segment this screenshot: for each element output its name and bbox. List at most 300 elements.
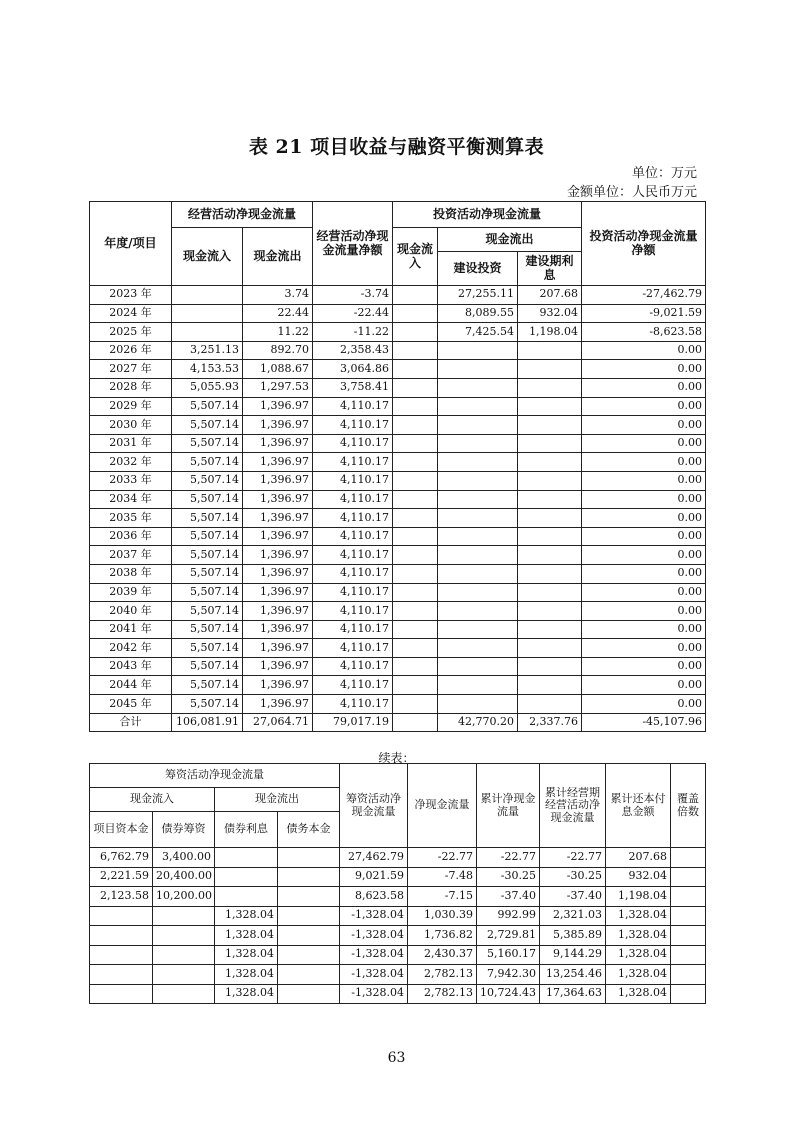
header-coverage-ratio: 覆盖倍数 (671, 764, 706, 848)
table-cell: 1,396.97 (243, 602, 313, 621)
table-cell: 1,396.97 (243, 434, 313, 453)
table-cell: 2045 年 (90, 695, 172, 714)
table-cell: -45,107.96 (582, 713, 706, 732)
table-cell: 1,328.04 (215, 906, 278, 926)
table-cell: -1,328.04 (340, 965, 408, 985)
unit-label: 单位：万元 (631, 166, 697, 181)
table-cell: 6,762.79 (90, 848, 153, 868)
table-cell: 0.00 (582, 471, 706, 490)
table-cell (518, 434, 582, 453)
table-cell: 1,328.04 (606, 926, 671, 946)
table-cell: -22.77 (477, 848, 540, 868)
table-cell: 5,507.14 (172, 434, 243, 453)
header-inv-cash-flow: 投资活动净现金流量 (393, 202, 582, 228)
table-cell (671, 867, 706, 887)
table-cell: 2,321.03 (540, 906, 606, 926)
table-cell (438, 490, 518, 509)
table-cell (518, 397, 582, 416)
table-cell: -1,328.04 (340, 945, 408, 965)
table-cell: 4,110.17 (313, 434, 393, 453)
table-cell (153, 906, 215, 926)
table-cell: 4,110.17 (313, 657, 393, 676)
table-cell: 2042 年 (90, 639, 172, 658)
table-row (90, 583, 706, 602)
header-fin-cash-in: 现金流入 (90, 788, 215, 812)
table-cell: 22.44 (243, 304, 313, 323)
table-row (90, 620, 706, 639)
table-row (90, 416, 706, 435)
table-cell (438, 434, 518, 453)
table-cell: 1,297.53 (243, 378, 313, 397)
table-row (90, 906, 706, 926)
table-cell: 4,110.17 (313, 490, 393, 509)
header-year-item: 年度/项目 (90, 202, 172, 286)
table-cell: 5,507.14 (172, 602, 243, 621)
table-cell: 0.00 (582, 546, 706, 565)
table-cell (671, 887, 706, 907)
table-cell (518, 490, 582, 509)
table-cell: 2041 年 (90, 620, 172, 639)
table-cell (393, 509, 438, 528)
header-op-net-amount: 经营活动净现金流量净额 (313, 202, 393, 286)
page-number: 63 (387, 1050, 406, 1066)
table-row (90, 713, 706, 732)
table-cell (153, 965, 215, 985)
header-project-capital: 项目资本金 (90, 812, 153, 848)
currency-unit-label: 金额单位：人民币万元 (566, 185, 697, 200)
table-cell (393, 676, 438, 695)
table-cell: 27,255.11 (438, 286, 518, 305)
header-bond-financing: 债券筹资 (153, 812, 215, 848)
header-cum-net-cash-flow: 累计净现金流量 (477, 764, 540, 848)
table-cell: 1,396.97 (243, 546, 313, 565)
table-cell: 932.04 (606, 867, 671, 887)
table-cell (393, 583, 438, 602)
table-cell: -1,328.04 (340, 984, 408, 1004)
table-cell: 1,198.04 (518, 323, 582, 342)
table-cell: 2044 年 (90, 676, 172, 695)
table-cell: 27,462.79 (340, 848, 408, 868)
table-cell (518, 416, 582, 435)
table-cell: -7.48 (408, 867, 477, 887)
table-cell: 5,507.14 (172, 657, 243, 676)
table-cell (215, 867, 278, 887)
table-row (90, 304, 706, 323)
table-cell: -7.15 (408, 887, 477, 907)
table-cell: -1,328.04 (340, 906, 408, 926)
table-row (90, 867, 706, 887)
table-cell (518, 620, 582, 639)
table-cell: -37.40 (540, 887, 606, 907)
table-cell: 0.00 (582, 620, 706, 639)
table-cell: -27,462.79 (582, 286, 706, 305)
table-row (90, 965, 706, 985)
table-cell: 4,110.17 (313, 602, 393, 621)
table-cell (518, 639, 582, 658)
table-cell: -9,021.59 (582, 304, 706, 323)
table-cell: 0.00 (582, 490, 706, 509)
table-cell: 106,081.91 (172, 713, 243, 732)
table-cell: 0.00 (582, 657, 706, 676)
table-cell: 5,507.14 (172, 546, 243, 565)
table-cell (438, 527, 518, 546)
table-row (90, 984, 706, 1004)
table-cell: 2,729.81 (477, 926, 540, 946)
table-cell (278, 984, 340, 1004)
table-cell (153, 926, 215, 946)
table-cell (518, 546, 582, 565)
header-net-cash-flow: 净现金流量 (408, 764, 477, 848)
table-cell: 4,110.17 (313, 676, 393, 695)
table-cell: 1,396.97 (243, 639, 313, 658)
table-cell: 4,110.17 (313, 397, 393, 416)
table-cell: 932.04 (518, 304, 582, 323)
continued-table (89, 763, 706, 1004)
table-cell (518, 471, 582, 490)
table-cell: 1,088.67 (243, 360, 313, 379)
table-cell: 1,396.97 (243, 676, 313, 695)
table-cell: 5,507.14 (172, 639, 243, 658)
table-cell: 1,328.04 (215, 965, 278, 985)
table-cell (518, 378, 582, 397)
table-cell (90, 965, 153, 985)
table-cell (671, 926, 706, 946)
header-inv-cash-in: 现金流入 (393, 228, 438, 286)
table-cell: 4,110.17 (313, 546, 393, 565)
table-cell: 2,123.58 (90, 887, 153, 907)
table-cell: 2023 年 (90, 286, 172, 305)
table-cell (393, 546, 438, 565)
table-cell: 1,328.04 (215, 945, 278, 965)
table-row (90, 453, 706, 472)
table-cell (671, 984, 706, 1004)
header-bond-principal: 债务本金 (278, 812, 340, 848)
table-cell (438, 397, 518, 416)
table-cell: 11.22 (243, 323, 313, 342)
table-cell: 3,400.00 (153, 848, 215, 868)
table-cell (278, 906, 340, 926)
table-cell: 0.00 (582, 527, 706, 546)
table-cell (671, 906, 706, 926)
table-cell (393, 416, 438, 435)
table-cell (215, 848, 278, 868)
table-cell: 2028 年 (90, 378, 172, 397)
table-cell: 2033 年 (90, 471, 172, 490)
table-cell (90, 926, 153, 946)
table-cell: 0.00 (582, 639, 706, 658)
table-cell (518, 695, 582, 714)
table-row (90, 286, 706, 305)
table-row (90, 639, 706, 658)
table-cell: 8,089.55 (438, 304, 518, 323)
table-cell: 20,400.00 (153, 867, 215, 887)
table-cell: 5,507.14 (172, 695, 243, 714)
header-cum-op-net-cash-flow: 累计经营期经营活动净现金流量 (540, 764, 606, 848)
table-cell (393, 341, 438, 360)
table-cell: 9,021.59 (340, 867, 408, 887)
table-cell (671, 945, 706, 965)
table-cell (393, 695, 438, 714)
table-cell: 1,396.97 (243, 583, 313, 602)
table-cell: -3.74 (313, 286, 393, 305)
table-cell (393, 397, 438, 416)
table-cell (172, 286, 243, 305)
table-cell: 0.00 (582, 676, 706, 695)
table-cell: 10,200.00 (153, 887, 215, 907)
table-cell: 42,770.20 (438, 713, 518, 732)
table-cell: 4,110.17 (313, 564, 393, 583)
table-cell (518, 527, 582, 546)
table-cell: 892.70 (243, 341, 313, 360)
table-cell (438, 657, 518, 676)
table-cell (518, 509, 582, 528)
table-row (90, 490, 706, 509)
table-cell (438, 564, 518, 583)
table-cell: 2031 年 (90, 434, 172, 453)
table-row (90, 546, 706, 565)
table-cell (518, 583, 582, 602)
table-row (90, 397, 706, 416)
table-cell: 79,017.19 (313, 713, 393, 732)
table-cell: 5,507.14 (172, 583, 243, 602)
table-cell: 0.00 (582, 564, 706, 583)
table-cell: 5,160.17 (477, 945, 540, 965)
table-cell (278, 926, 340, 946)
table-cell: 5,385.89 (540, 926, 606, 946)
table-cell: -22.44 (313, 304, 393, 323)
table-cell (438, 360, 518, 379)
table-cell: 0.00 (582, 602, 706, 621)
table-cell (393, 378, 438, 397)
table-cell: 207.68 (606, 848, 671, 868)
table-cell: 1,396.97 (243, 416, 313, 435)
table-cell (518, 602, 582, 621)
header-bond-interest: 债券利息 (215, 812, 278, 848)
table-cell: 1,328.04 (606, 984, 671, 1004)
table-cell: -1,328.04 (340, 926, 408, 946)
table-cell: 5,055.93 (172, 378, 243, 397)
table-cell: 1,396.97 (243, 490, 313, 509)
header-construction-interest: 建设期利息 (518, 252, 582, 286)
table-cell: 2026 年 (90, 341, 172, 360)
table-row (90, 945, 706, 965)
table-cell: 合计 (90, 713, 172, 732)
table-cell: 4,110.17 (313, 509, 393, 528)
table-cell: 2,337.76 (518, 713, 582, 732)
table-cell (393, 453, 438, 472)
table-cell: 1,198.04 (606, 887, 671, 907)
table-row (90, 676, 706, 695)
table-cell: 0.00 (582, 509, 706, 528)
table-cell: -22.77 (540, 848, 606, 868)
table-cell: 0.00 (582, 397, 706, 416)
table-cell: 1,328.04 (606, 965, 671, 985)
table-cell: 3,064.86 (313, 360, 393, 379)
table-cell: -22.77 (408, 848, 477, 868)
table-cell: 2,782.13 (408, 965, 477, 985)
table-cell: 2,430.37 (408, 945, 477, 965)
table-cell: 0.00 (582, 453, 706, 472)
table-cell (393, 713, 438, 732)
table-cell (393, 323, 438, 342)
table-cell: 2024 年 (90, 304, 172, 323)
table-cell: 2039 年 (90, 583, 172, 602)
table-cell (671, 965, 706, 985)
table-cell: 1,328.04 (606, 945, 671, 965)
table-cell: 17,364.63 (540, 984, 606, 1004)
table-row (90, 848, 706, 868)
table-cell: 4,110.17 (313, 620, 393, 639)
table-cell: 2032 年 (90, 453, 172, 472)
table-cell: 0.00 (582, 360, 706, 379)
table-cell (438, 546, 518, 565)
table-cell: 4,110.17 (313, 639, 393, 658)
table-cell: 2036 年 (90, 527, 172, 546)
table-cell (438, 509, 518, 528)
table-cell (393, 639, 438, 658)
table-cell (518, 657, 582, 676)
table-cell: 2038 年 (90, 564, 172, 583)
table-row (90, 509, 706, 528)
table-cell: 0.00 (582, 695, 706, 714)
table-cell: 1,396.97 (243, 620, 313, 639)
continued-label: 续表： (378, 751, 415, 765)
table-cell (671, 848, 706, 868)
table-row (90, 926, 706, 946)
table-cell (278, 848, 340, 868)
table-cell: -30.25 (540, 867, 606, 887)
table-cell: 3,758.41 (313, 378, 393, 397)
table-cell: 2040 年 (90, 602, 172, 621)
table-cell: 1,396.97 (243, 657, 313, 676)
balance-table (89, 201, 706, 732)
table-cell: 1,396.97 (243, 397, 313, 416)
table-cell (438, 453, 518, 472)
table-cell (393, 471, 438, 490)
table-row (90, 657, 706, 676)
table-cell (172, 323, 243, 342)
table-cell (438, 416, 518, 435)
table-cell: 4,153.53 (172, 360, 243, 379)
table-cell: 2043 年 (90, 657, 172, 676)
table-cell (518, 676, 582, 695)
table-row (90, 564, 706, 583)
table-cell: 0.00 (582, 378, 706, 397)
table-row (90, 434, 706, 453)
table-cell (90, 984, 153, 1004)
table-cell: 4,110.17 (313, 453, 393, 472)
table-cell: 5,507.14 (172, 564, 243, 583)
table-cell: 1,396.97 (243, 453, 313, 472)
table-cell (438, 639, 518, 658)
table-cell: 1,030.39 (408, 906, 477, 926)
table-cell: 9,144.29 (540, 945, 606, 965)
table-cell: 1,396.97 (243, 471, 313, 490)
table-cell: 1,396.97 (243, 564, 313, 583)
table-row (90, 527, 706, 546)
table-cell: 2034 年 (90, 490, 172, 509)
table-cell: 27,064.71 (243, 713, 313, 732)
table-cell: 0.00 (582, 434, 706, 453)
table-cell (438, 602, 518, 621)
table-row (90, 341, 706, 360)
table-cell: 5,507.14 (172, 509, 243, 528)
page-title: 表 21 项目收益与融资平衡测算表 (248, 136, 545, 158)
table-row (90, 471, 706, 490)
table-cell (153, 984, 215, 1004)
table-cell: 2035 年 (90, 509, 172, 528)
table-cell: 1,736.82 (408, 926, 477, 946)
table-row (90, 602, 706, 621)
table-cell: 2029 年 (90, 397, 172, 416)
table-cell (90, 906, 153, 926)
table-cell (393, 360, 438, 379)
table-cell (518, 564, 582, 583)
table-cell (438, 583, 518, 602)
table-cell: 4,110.17 (313, 583, 393, 602)
table-cell (438, 471, 518, 490)
table-cell: 4,110.17 (313, 527, 393, 546)
table-cell (278, 945, 340, 965)
table-cell (90, 945, 153, 965)
header-op-cash-flow: 经营活动净现金流量 (172, 202, 313, 228)
table-cell: 2,782.13 (408, 984, 477, 1004)
table-cell: 1,396.97 (243, 509, 313, 528)
table-cell: 992.99 (477, 906, 540, 926)
header-fin-net-amount: 筹资活动净现金流量 (340, 764, 408, 848)
table-cell: 0.00 (582, 416, 706, 435)
header-inv-net-amount: 投资活动净现金流量净额 (582, 202, 706, 286)
table-cell: 1,396.97 (243, 695, 313, 714)
table-cell: 5,507.14 (172, 453, 243, 472)
table-cell (518, 360, 582, 379)
table-cell: 2,358.43 (313, 341, 393, 360)
table-cell (438, 341, 518, 360)
table-cell: 7,425.54 (438, 323, 518, 342)
table-cell: 3,251.13 (172, 341, 243, 360)
table-cell (393, 304, 438, 323)
table-cell (438, 620, 518, 639)
table-cell: 0.00 (582, 341, 706, 360)
table-cell: -37.40 (477, 887, 540, 907)
table-cell: 2025 年 (90, 323, 172, 342)
table-cell: 5,507.14 (172, 676, 243, 695)
table-cell (438, 676, 518, 695)
table-row (90, 378, 706, 397)
table-cell (393, 490, 438, 509)
header-fin-cash-out: 现金流出 (215, 788, 340, 812)
table-cell: 207.68 (518, 286, 582, 305)
table-cell: 0.00 (582, 583, 706, 602)
table-cell (215, 887, 278, 907)
table-cell (393, 527, 438, 546)
table-cell (393, 620, 438, 639)
table-cell (393, 564, 438, 583)
table-cell: 5,507.14 (172, 471, 243, 490)
table-cell (278, 887, 340, 907)
table-row (90, 323, 706, 342)
table-cell (278, 867, 340, 887)
table-cell: -30.25 (477, 867, 540, 887)
table-cell: 2037 年 (90, 546, 172, 565)
table-cell: 2027 年 (90, 360, 172, 379)
table-cell: 3.74 (243, 286, 313, 305)
table-cell (278, 965, 340, 985)
table-row (90, 887, 706, 907)
table-cell: 1,328.04 (215, 984, 278, 1004)
table-cell (393, 657, 438, 676)
table-cell: 2030 年 (90, 416, 172, 435)
